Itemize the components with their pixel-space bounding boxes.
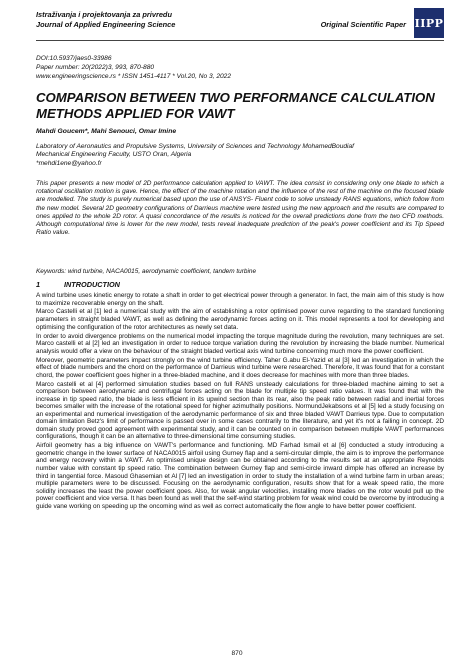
author-email: *mehdi1ene@yahoo.fr [36,159,102,167]
doi: DOI:10.5937/jaes0-33986 [36,55,112,62]
section-heading [36,280,444,289]
section-title: INTRODUCTION [64,280,120,289]
paragraph: Marco castelli et al [4] performed simulation studies based on full RANS unsteady calculations for three-bladed machine aiming to set a comparison between aerodynamic and centrifugal forces acting on the blade for multiple tip speed ratio values. It was found that with the increase in tip speed ratio, the blade is less efficient in its upwind section than its rear, also the peak ratio between radial and inertial forces becomes smaller with the increase of the rotational speed for higher azimuthally positions. NormundJekabsons et al [5] led a study focusing on an experimental and numerical investigation of the aerodynamic performance of six and three bladed VAWT Darrieus type. Due to computation domain limitation Betz's limit of performance is passed over in some cases contrarily to the literature, and yet it's not a failing in concept. 2D domain study proved good agreement with experimental study, and it can be counted on in comparison between multiple VAWT performances configurations, though it can be an alternative to three-dimensional time consuming studies. [36,380,444,441]
paragraph: Marco Castelli et al [1] led a numerical study with the aim of establishing a rotor optimised power curve regarding to the standard functioning parameters in straight bladed VAWT, as well as defining the aerodynamic forces acting on it. This model represents a tool for developing and optimising the configuration of the rotor architectures as newly set data. [36,308,444,331]
paper-meta [36,54,444,81]
journal-website: www.engineeringscience.rs * ISSN 1451-4117 * Vol.20, No 3, 2022 [36,73,231,80]
affiliation-line: Laboratory of Aeronautics and Propulsive Systems, University of Sciences and Technology MohamedBoudiaf [36,143,355,150]
paragraph: In order to avoid divergence problems on the numerical model impacting the torque magnitude during the revolution, many techniques are set. Marco castelli et al [2] led an investigation in order to reduce torque variation during the revolution by increasing the blade number. Numerical analysis would offer a view on the behaviour of the straight bladed vertical axis wind turbine concerning much more the power coefficient. [36,332,444,355]
paragraph: Airfoil geometry has a big influence on VAWT's performance and functioning. MD Farhad Ismail et al [6] conducted a study introducing a geometric change in the lower surface of NACA0015 airfoil using Gurney flap and a semi-circular dimple, the aim is to improve the performance and energy recovery within a VAWT. An optimised unique design can be obtained according to the results set at an appropriate Reynolds number value with constant tip speed ratio. The combination between Gurney flap and semi-circle inward dimple has offered an increase by third in tangential force. Masoud Ghasemian et Al [7] led an investigation in order to study the installation of a wind turbine farm in urban areas; multiple parameters were to be discussed. Focusing on the aerodynamic configuration, results show that for a weak speed ratio, the more solidity increases the least the power coefficient goes. Also, for weak angular velocities, installing more blades on the rotor would pull up the power coefficient and vice versa. It has been found as well that the self-wind starting problem for weak wind could be overcome by introducing a guide vane working on speeding up the oncoming wind as well as correct automatically the flow angle to have better power coefficient. [36,442,444,510]
affiliation [36,143,444,168]
keywords: Keywords: wind turbine, NACA0015, aerodynamic coefficient, tandem turbine [36,268,257,275]
authors: Mahdi Goucem*, Mahi Senouci, Omar Imine [36,128,177,135]
paragraph: A wind turbine uses kinetic energy to rotate a shaft in order to get electrical power through a generator. In fact, the main aim of this study is how to maximize recoverable energy on the shaft. [36,292,444,307]
journal-name [36,10,175,30]
abstract: This paper presents a new model of 2D performance calculation applied to VAWT. The idea consist in considering only one blade to which a rotational oscillation motion is gave. Hence, the effect of the machine rotation and the influence of the rest of the machine on the focused blade are modelled. The study is purely numerical based upon the use of ANSYS- Fluent code to solve unsteady RANS equations, which follow from the new model. Several 2D geometry configurations of Darrieus machine were tested using the new approach and the results are compared to ones applied to the whole 2D rotor. A quasi concordance of the results is noticed for the overall predictions done from the two CFD methods. Although computational time is lower for the new model, tests reveal inadequate prediction of the peak's power coefficient and its Tip Speed Ratio value. [36,180,444,237]
page-number: 870 [231,650,243,657]
journal-name-line1: Istraživanja i projektovanja za privredu [36,10,172,19]
paper-number: Paper number: 20(2022)3, 993, 870-880 [36,64,155,71]
journal-name-line2: Journal of Applied Engineering Science [36,20,176,29]
affiliation-line: Mechanical Engineering Faculty, USTO Oran, Algeria [36,151,192,159]
journal-header [36,8,444,42]
journal-logo: IIPP [414,8,444,38]
paragraph: Moreover, geometric parameters impact strongly on the wind turbine efficiency. Taher G.abu El-Yazid et al [3] led an investigation in which the effect of blade numbers and the chord on the performance of Darrieus wind turbine were researched. Therefore, It was found that for a constant chord, the power coefficient goes higher in a three-bladed machine, and it does decrease for machines with more than three blades. [36,356,444,379]
paper-type-label: Original Scientific Paper [320,20,406,29]
header-divider [36,40,444,41]
paper-title: COMPARISON BETWEEN TWO PERFORMANCE CALCULATION METHODS APPLIED FOR VAWT [36,90,435,121]
section-number: 1 [36,280,41,289]
introduction-body [36,292,444,512]
